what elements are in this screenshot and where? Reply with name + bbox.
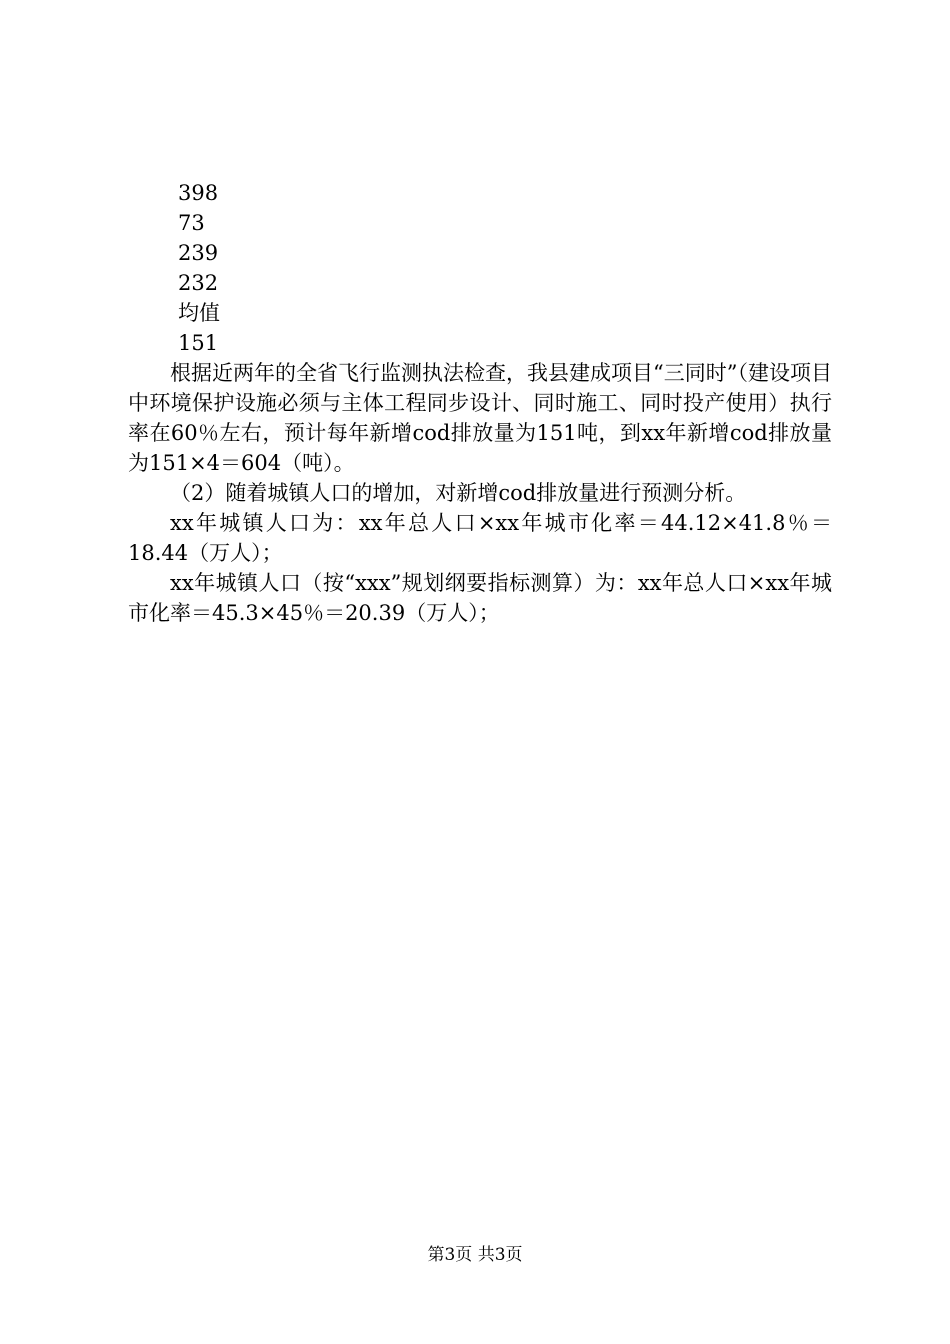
paragraph: 根据近两年的全省飞行监测执法检查，我县建成项目“三同时”（建设项目中环境保护设施必须与主体工程同步设计、同时施工、同时投产使用）执行率在60％左右，预计每年新增cod排放量为151吨，到xx年新增cod排放量为151×4＝604（吨）。 xyxy=(128,361,832,475)
list-item: 73 xyxy=(178,211,205,235)
list-item: 均值 xyxy=(178,301,220,325)
paragraph: （2）随着城镇人口的增加，对新增cod排放量进行预测分析。 xyxy=(170,481,747,505)
page-footer: 第3页 共3页 xyxy=(427,1245,523,1265)
list-item: 239 xyxy=(178,241,219,265)
list-item: 398 xyxy=(178,181,219,205)
paragraph: xx年城镇人口（按“xxx”规划纲要指标测算）为：xx年总人口×xx年城市化率＝45.3×45％＝20.39（万人）； xyxy=(128,571,832,625)
document-body xyxy=(128,178,832,628)
list-item: 232 xyxy=(178,271,219,295)
paragraph: xx年城镇人口为：xx年总人口×xx年城市化率＝44.12×41.8％＝18.44（万人）； xyxy=(128,511,832,565)
list-item: 151 xyxy=(178,331,219,355)
